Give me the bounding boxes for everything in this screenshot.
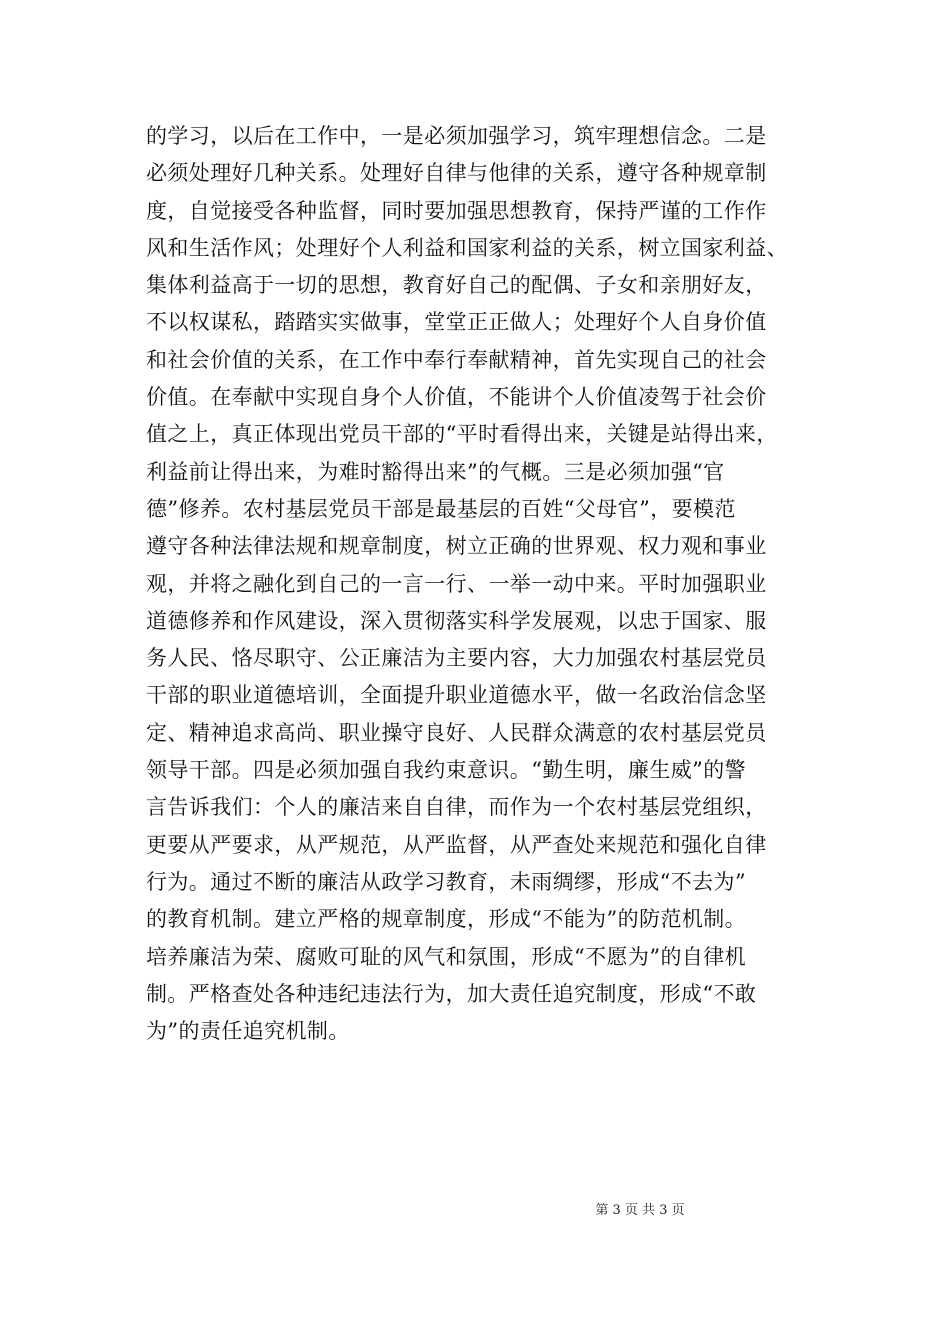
text-line: 和社会价值的关系，在工作中奉行奉献精神，首先实现自己的社会 xyxy=(146,347,767,372)
text-line: 行为。通过不断的廉洁从政学习教育，未雨绸缪，形成“不去为” xyxy=(146,869,747,894)
page-number: 第 3 页 共 3 页 xyxy=(595,1203,685,1218)
text-line: 为”的责任追究机制。 xyxy=(146,1019,350,1044)
text-line: 制。严格查处各种违纪违法行为，加大责任追究制度，形成“不敢 xyxy=(146,981,757,1006)
text-line: 利益前让得出来，为难时豁得出来”的气概。三是必须加强“官 xyxy=(146,459,725,484)
text-line: 言告诉我们：个人的廉洁来自自律，而作为一个农村基层党组织， xyxy=(146,795,767,820)
text-line: 定、精神追求高尚、职业操守良好、人民群众满意的农村基层党员 xyxy=(146,720,767,745)
text-line: 值之上，真正体现出党员干部的“平时看得出来，关键是站得出来， xyxy=(146,422,778,447)
text-line: 集体利益高于一切的思想，教育好自己的配偶、子女和亲朋好友， xyxy=(146,273,767,298)
text-line: 观，并将之融化到自己的一言一行、一举一动中来。平时加强职业 xyxy=(146,571,767,596)
text-line: 德”修养。农村基层党员干部是最基层的百姓“父母官”，要模范 xyxy=(146,496,736,521)
text-line: 风和生活作风；处理好个人利益和国家利益的关系，树立国家利益、 xyxy=(146,235,788,260)
text-line: 度，自觉接受各种监督，同时要加强思想教育，保持严谨的工作作 xyxy=(146,198,767,223)
text-line: 价值。在奉献中实现自身个人价值，不能讲个人价值凌驾于社会价 xyxy=(146,385,767,410)
text-line: 培养廉洁为荣、腐败可耻的风气和氛围，形成“不愿为”的自律机 xyxy=(146,944,747,969)
text-line: 的教育机制。建立严格的规章制度，形成“不能为”的防范机制。 xyxy=(146,907,747,932)
text-line: 遵守各种法律法规和规章制度，树立正确的世界观、权力观和事业 xyxy=(146,534,767,559)
text-line: 道德修养和作风建设，深入贯彻落实科学发展观，以忠于国家、服 xyxy=(146,608,767,633)
text-line: 的学习，以后在工作中，一是必须加强学习，筑牢理想信念。二是 xyxy=(146,124,767,148)
text-line: 必须处理好几种关系。处理好自律与他律的关系，遵守各种规章制 xyxy=(146,161,767,186)
text-line: 不以权谋私，踏踏实实做事，堂堂正正做人；处理好个人自身价值 xyxy=(146,310,767,335)
text-line: 干部的职业道德培训，全面提升职业道德水平，做一名政治信念坚 xyxy=(146,683,767,708)
body-text xyxy=(146,118,836,1050)
text-line: 务人民、恪尽职守、公正廉洁为主要内容，大力加强农村基层党员 xyxy=(146,646,767,671)
text-line: 领导干部。四是必须加强自我约束意识。“勤生明，廉生威”的警 xyxy=(146,758,747,783)
text-line: 更要从严要求，从严规范，从严监督，从严查处来规范和强化自律 xyxy=(146,832,767,857)
